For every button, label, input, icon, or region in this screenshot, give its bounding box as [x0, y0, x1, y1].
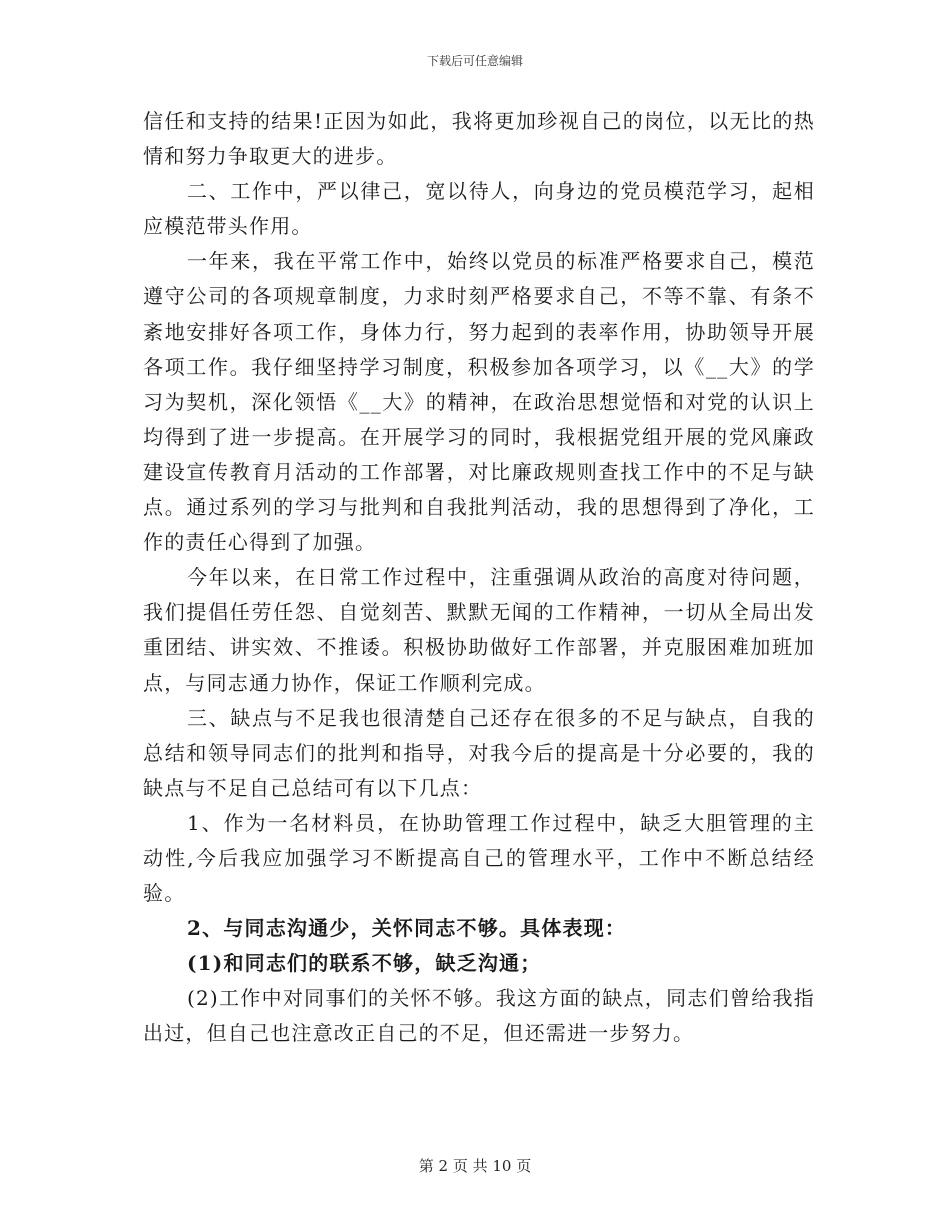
page-number-footer: 第 2 页 共 10 页	[418, 1157, 532, 1175]
page-header-note: 下载后可任意编辑	[426, 54, 523, 68]
paragraph-continuation: 信任和支持的结果!正因为如此，我将更加珍视自己的岗位，以无比的热情和努力争取更大的进步。	[143, 109, 815, 169]
paragraph-subpoint-two: (2)工作中对同事们的关怀不够。我这方面的缺点，同志们曾给我指出过，但自己也注意改正自己的不足，但还需进一步努力。	[143, 986, 815, 1046]
paragraph-section-three-shortcomings: 三、缺点与不足我也很清楚自己还存在很多的不足与缺点，自我的总结和领导同志们的批判和指导，对我今后的提高是十分必要的，我的缺点与不足自己总结可有以下几点：	[143, 705, 815, 800]
paragraph-yearly-work: 一年来，我在平常工作中，始终以党员的标准严格要求自己，模范遵守公司的各项规章制度，力求时刻严格要求自己，不等不靠、有条不紊地安排好各项工作，身体力行，努力起到的表率作用，协助领导开展各项工作。我仔细坚持学习制度，积极参加各项学习，以《__大》的学习为契机，深化领悟《__大》的精神，在政治思想觉悟和对党的认识上均得到了进一步提高。在开展学习的同时，我根据党组开展的党风廉政建设宣传教育月活动的工作部署，对比廉政规则查找工作中的不足与缺点。通过系列的学习与批判和自我批判活动，我的思想得到了净化，工作的责任心得到了加强。	[143, 249, 815, 555]
document-body	[143, 104, 815, 1052]
paragraph-this-year: 今年以来，在日常工作过程中，注重强调从政治的高度对待问题，我们提倡任劳任怨、自觉刻苦、默默无闻的工作精神，一切从全局出发重团结、讲实效、不推诿。积极协助做好工作部署，并克服困难加班加点，与同志通力协作，保证工作顺利完成。	[143, 565, 815, 695]
paragraph-subpoint-one: (1)和同志们的联系不够，缺乏沟通；	[187, 951, 542, 976]
paragraph-section-two-heading: 二、工作中，严以律己，宽以待人，向身边的党员模范学习，起相应模范带头作用。	[143, 179, 815, 239]
paragraph-point-one: 1、作为一名材料员，在协助管理工作过程中，缺乏大胆管理的主动性,今后我应加强学习不断提高自己的管理水平，工作中不断总结经验。	[143, 810, 815, 906]
paragraph-point-two-heading: 2、与同志沟通少，关怀同志不够。具体表现：	[187, 916, 627, 941]
